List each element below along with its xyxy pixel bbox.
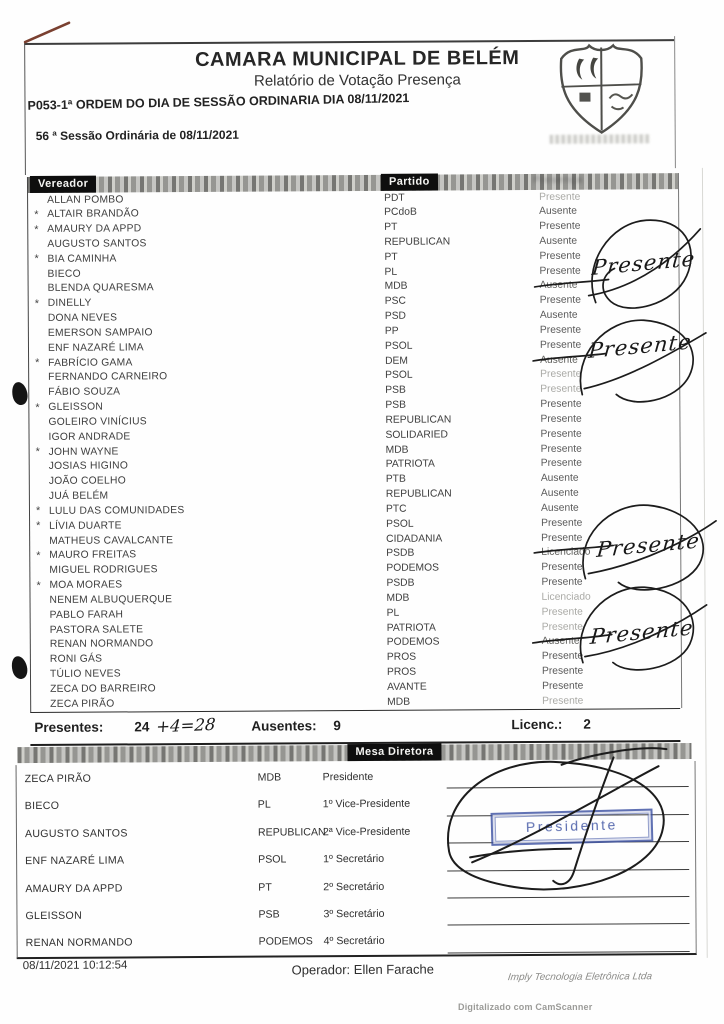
party-name: PDT (384, 192, 405, 204)
party-name: MDB (387, 696, 411, 708)
vereador-name: ALLAN POMBO (47, 193, 124, 206)
party-name: PODEMOS (386, 562, 440, 575)
star-marker: * (35, 446, 40, 459)
party-name: PTB (385, 473, 406, 486)
vereador-name: BIECO (47, 268, 81, 280)
vereador-name: ALTAIR BRANDÃO (47, 208, 140, 221)
vereador-name: PABLO FARAH (49, 609, 124, 621)
star-marker: * (36, 520, 41, 533)
presence-status: Presente (541, 665, 584, 677)
mesa-role: 1º Vice-Presidente (322, 798, 411, 811)
party-name: PT (384, 221, 398, 234)
star-marker: * (35, 401, 40, 414)
presence-status: Ausente (540, 472, 579, 485)
presence-status: Licenciado (541, 591, 591, 603)
document-title: CAMARA MUNICIPAL DE BELÉM (194, 47, 520, 72)
vereador-name: BIA CAMINHA (47, 253, 117, 265)
mesa-row (17, 761, 695, 793)
mesa-party: PT (258, 881, 272, 894)
mesa-table (16, 761, 697, 959)
vereador-name: DONA NEVES (47, 312, 118, 325)
vereador-name: JOHN WAYNE (48, 446, 119, 458)
summary-bar (30, 708, 680, 746)
vereador-name: JUÁ BELÉM (48, 490, 109, 502)
header-left-rule (24, 43, 26, 175)
mesa-role: 2ª Vice-Presidente (322, 825, 411, 839)
presence-status: Ausente (539, 235, 578, 247)
presence-status: Presente (540, 369, 582, 381)
presence-status: Presente (540, 458, 582, 470)
session-line: 56 ª Sessão Ordinária de 08/11/2021 (35, 127, 239, 143)
stamp-label: Presidente (525, 816, 619, 835)
footer-operator: Operador: Ellen Farache (291, 961, 435, 978)
star-marker: * (36, 549, 41, 562)
vereador-name: ENF NAZARÉ LIMA (47, 342, 144, 354)
party-name: PTC (385, 503, 407, 515)
mesa-row (17, 898, 695, 930)
party-name: PSC (384, 296, 406, 308)
party-name: MDB (386, 592, 410, 604)
signature-line (448, 951, 690, 953)
party-name: CIDADANIA (386, 533, 443, 545)
hole-punch-bottom (9, 655, 29, 681)
handwritten-presente-4: Presente (589, 615, 695, 650)
vereador-name: FERNANDO CARNEIRO (48, 371, 168, 384)
presence-status: Presente (542, 695, 584, 707)
handwritten-presente-2: Presente (587, 329, 693, 364)
star-marker: * (35, 357, 40, 370)
handwritten-total: +4=28 (155, 714, 217, 737)
column-header-presenca: Presença (532, 174, 584, 186)
vereador-name: LULU DAS COMUNIDADES (48, 504, 185, 517)
vereador-name: ZECA DO BARREIRO (50, 683, 156, 695)
mesa-header-band (17, 743, 691, 763)
presence-status: Presente (540, 428, 582, 440)
presence-status: Presente (539, 250, 581, 262)
handwritten-presente-3: Presente (595, 528, 701, 562)
vereador-name: ZECA PIRÃO (50, 698, 115, 710)
party-name: PSD (384, 310, 407, 322)
crest-shield-icon (549, 34, 654, 147)
order-of-day-line: P053-1ª ORDEM DO DIA DE SESSÃO ORDINARIA DIA 08/11/2021 (27, 91, 410, 113)
footer-company: Imply Tecnologia Eletrônica Ltda (507, 971, 653, 984)
city-crest (549, 34, 654, 147)
presence-status: Presente (540, 443, 582, 455)
party-name: MDB (385, 444, 409, 456)
presence-status: Presente (541, 606, 583, 618)
presence-status: Presente (539, 339, 582, 351)
presence-status: Presente (540, 383, 582, 396)
mesa-party: MDB (257, 771, 282, 784)
vereador-name: FÁBIO SOUZA (48, 386, 121, 399)
presence-status: Ausente (540, 502, 579, 514)
party-name: PSOL (386, 518, 414, 530)
mesa-member-name: ENF NAZARÉ LIMA (25, 854, 125, 868)
party-name: PATRIOTA (386, 622, 436, 634)
vereador-name: AMAURY DA APPD (47, 223, 142, 236)
presence-status: Presente (539, 220, 581, 233)
mesa-party: REPUBLICAN (257, 826, 326, 839)
header-right-rule (674, 36, 676, 168)
presence-status: Presente (540, 413, 582, 425)
presence-status: Ausente (541, 636, 580, 648)
mesa-role: 3º Secretário (323, 907, 385, 921)
vereador-name: JOSIAS HIGINO (48, 460, 129, 473)
presence-status: Ausente (539, 309, 578, 322)
vereador-name: MOA MORAES (49, 579, 123, 591)
party-name: DEM (385, 355, 409, 367)
vereador-name: RENAN NORMANDO (49, 638, 154, 651)
presence-status: Licenciado (541, 546, 591, 559)
presence-status: Presente (541, 621, 583, 633)
vereador-name: EMERSON SAMPAIO (47, 327, 153, 339)
mesa-party: PODEMOS (258, 935, 313, 948)
vereador-name: BLENDA QUARESMA (47, 282, 154, 295)
party-name: PSOL (384, 340, 413, 352)
party-name: PSOL (385, 370, 413, 382)
vereador-rows (28, 189, 681, 712)
mesa-role: Presidente (322, 770, 374, 784)
presence-status: Presente (539, 294, 581, 307)
party-name: PSDB (386, 548, 415, 560)
presence-status: Presente (542, 680, 584, 692)
presence-status: Presente (541, 517, 583, 529)
party-name: REPUBLICAN (384, 236, 451, 248)
presence-status: Presente (541, 561, 583, 574)
party-name: AVANTE (387, 681, 427, 693)
mesa-role: 2º Secretário (323, 880, 385, 893)
mesa-party: PSOL (258, 853, 287, 866)
document-subtitle: Relatório de Votação Presença (253, 71, 461, 90)
party-name: REPUBLICAN (385, 488, 452, 500)
mesa-member-name: RENAN NORMANDO (25, 936, 133, 950)
camscanner-watermark: Digitalizado com CamScanner (458, 1002, 593, 1012)
scan-smudge (550, 134, 650, 144)
mesa-role: 4º Secretário (323, 935, 385, 948)
presidente-stamp (491, 809, 654, 846)
mesa-row (17, 871, 695, 903)
presence-status: Presente (541, 576, 583, 588)
party-name: PCdoB (384, 206, 417, 219)
vereador-name: NENEM ALBUQUERQUE (49, 594, 173, 606)
party-name: PROS (386, 666, 417, 678)
roster-table (27, 173, 682, 712)
mesa-party: PL (257, 798, 271, 812)
vereador-name: FABRÍCIO GAMA (48, 357, 133, 369)
column-header-vereador: Vereador (30, 176, 96, 193)
party-name: PROS (386, 651, 417, 664)
party-name: PSB (385, 399, 406, 411)
ausentes-label: Ausentes: (251, 718, 317, 734)
vereador-name: IGOR ANDRADE (48, 431, 131, 443)
party-name: PP (384, 325, 399, 337)
handwritten-presente-1: Presente (590, 246, 697, 281)
party-name: REPUBLICAN (385, 414, 452, 426)
star-marker: * (34, 297, 40, 310)
licenc-value: 2 (583, 716, 591, 732)
presence-status: Ausente (540, 354, 578, 366)
presence-status: Presente (541, 532, 583, 544)
licenc-label: Licenc.: (511, 716, 563, 733)
star-marker: * (34, 253, 39, 266)
star-marker: * (34, 208, 39, 221)
party-name: PL (384, 266, 398, 278)
presence-status: Ausente (539, 280, 578, 292)
vereador-name: PASTORA SALETE (49, 623, 144, 636)
party-name: MDB (384, 281, 408, 293)
vereador-name: AUGUSTO SANTOS (47, 238, 147, 250)
vereador-name: GOLEIRO VINÍCIUS (48, 416, 147, 428)
mesa-party: PSB (258, 908, 280, 921)
party-name: PT (384, 251, 398, 263)
mesa-row (17, 843, 695, 875)
vereador-name: MAURO FREITAS (49, 549, 137, 562)
mesa-member-name: AMAURY DA APPD (25, 882, 123, 895)
presence-status: Presente (540, 398, 582, 411)
star-marker: * (34, 223, 39, 236)
star-marker: * (35, 505, 41, 518)
party-name: PSDB (386, 577, 415, 589)
vereador-name: MIGUEL RODRIGUES (49, 564, 158, 577)
presence-status: Ausente (540, 487, 579, 499)
presentes-value: 24 (134, 719, 150, 735)
vereador-name: LÍVIA DUARTE (49, 520, 122, 532)
hole-punch-top (10, 381, 30, 407)
vereador-name: DINELLY (47, 297, 92, 310)
presence-status: Presente (539, 265, 581, 277)
mesa-row (18, 925, 696, 957)
vereador-name: MATHEUS CAVALCANTE (49, 534, 174, 547)
party-name: PODEMOS (386, 636, 440, 649)
page-right-edge (702, 168, 708, 958)
mesa-member-name: AUGUSTO SANTOS (24, 827, 128, 840)
party-name: SOLIDARIED (385, 429, 448, 441)
vereador-name: TÚLIO NEVES (49, 668, 121, 680)
mesa-member-name: GLEISSON (25, 909, 83, 923)
ausentes-value: 9 (333, 718, 341, 734)
presence-status: Ausente (539, 206, 577, 218)
vereador-name: GLEISSON (48, 401, 104, 414)
presence-status: Presente (539, 191, 581, 203)
mesa-header-label: Mesa Diretora (347, 744, 441, 762)
party-name: PSB (385, 384, 406, 397)
vereador-name: RONI GÁS (49, 653, 103, 666)
presence-status: Presente (539, 324, 582, 336)
star-marker: * (36, 579, 41, 592)
column-header-partido: Partido (381, 174, 438, 191)
mesa-member-name: BIECO (24, 800, 60, 813)
vereador-name: JOÃO COELHO (48, 475, 126, 488)
presence-status: Presente (541, 650, 584, 663)
presentes-label: Presentes: (34, 719, 104, 736)
mesa-rows (17, 761, 696, 957)
party-name: PATRIOTA (385, 458, 435, 471)
mesa-role: 1º Secretário (323, 853, 385, 866)
party-name: PL (386, 607, 400, 619)
mesa-member-name: ZECA PIRÃO (24, 772, 92, 786)
footer-datetime: 08/11/2021 10:12:54 (22, 959, 128, 973)
